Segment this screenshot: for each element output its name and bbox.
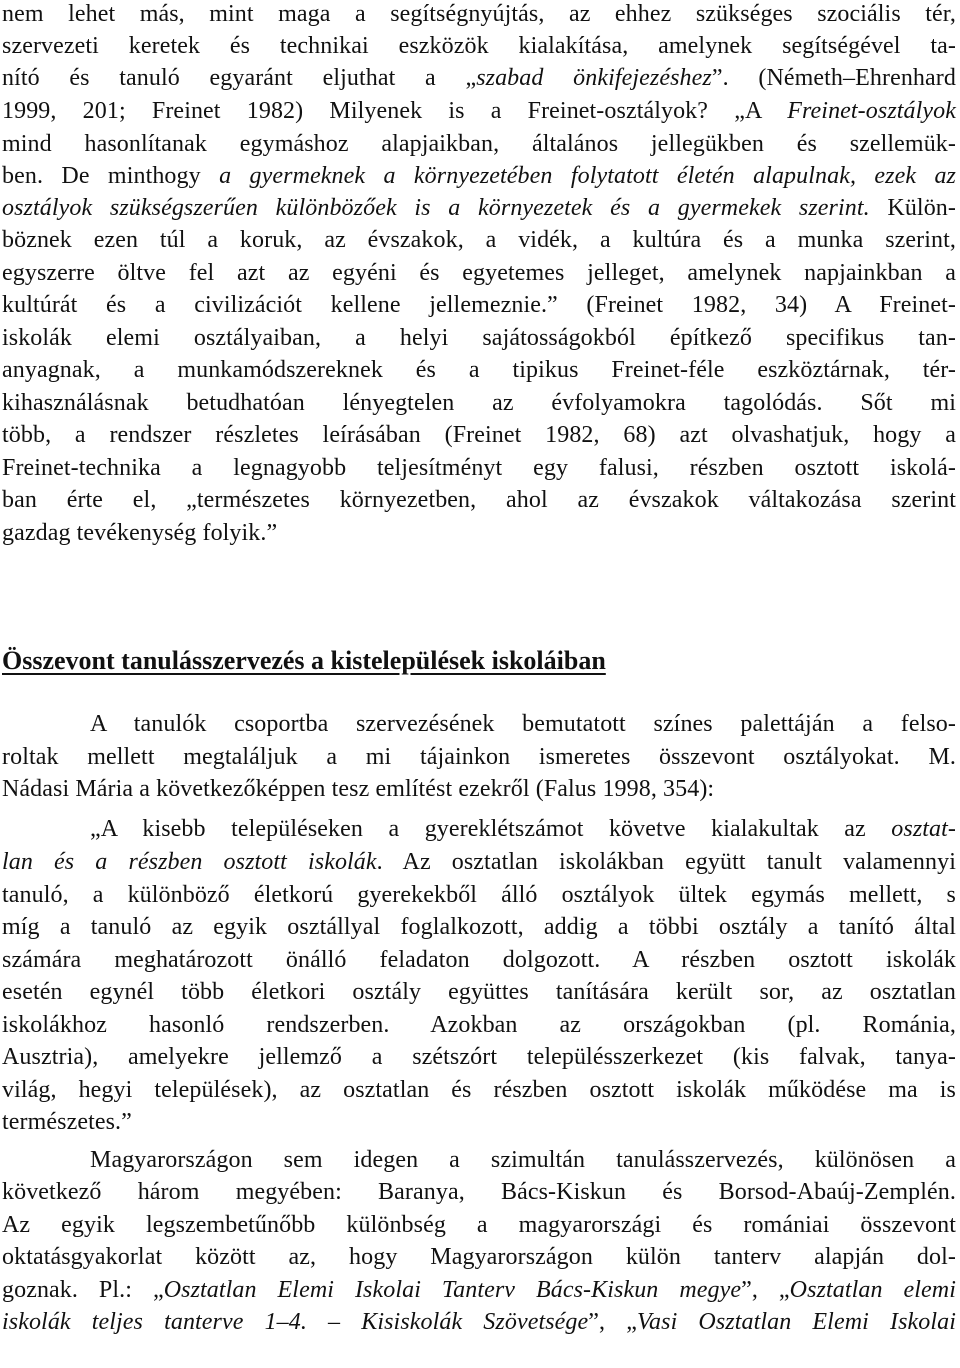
text-span: esetén egynél több életkori osztály együttes tanítására került sor, az osztatlan <box>2 979 956 1005</box>
text-span: iskolák elemi osztályaiban, a helyi sajátosságokból építkező specifikus tan- <box>2 325 956 351</box>
text-span: ”, „ <box>741 1277 790 1303</box>
text-line <box>2 324 956 353</box>
text-span: Magyarországon sem idegen a szimultán tanulásszervezés, különösen a <box>90 1147 956 1173</box>
text-span: oktatásgyakorlat között az, hogy Magyarországon külön tanterv alapján dol- <box>2 1244 956 1270</box>
text-line <box>2 1178 956 1207</box>
text-span: gazdag tevékenység folyik.” <box>2 520 278 546</box>
italic-span: szabad önkifejezéshez <box>476 65 712 91</box>
italic-span: iskolák teljes tanterve 1–4. <box>2 1309 307 1335</box>
text-span: roltak mellett megtaláljuk a mi tájainkon ismeretes összevont osztályokat. M. <box>2 744 956 770</box>
text-span: „A kisebb településeken a gyereklétszámot követve kialakultak az <box>90 816 892 842</box>
text-line <box>2 881 956 910</box>
text-span: goznak. Pl.: „ <box>2 1277 164 1303</box>
section-heading: Összevont tanulásszervezés a kistelepülések iskoláiban <box>2 646 606 675</box>
text-line <box>2 356 956 385</box>
text-span: Az egyik legszembetűnőbb különbség a magyarországi és romániai összevont <box>2 1212 956 1238</box>
text-line <box>2 848 956 877</box>
text-line <box>2 421 956 450</box>
text-line <box>2 978 956 1007</box>
text-line <box>2 1043 956 1072</box>
text-line <box>2 1243 956 1272</box>
text-span: – <box>306 1309 362 1335</box>
text-span: 1999, 201; Freinet 1982) Milyenek is a Freinet-osztályok? „A <box>2 98 788 124</box>
italic-span: Kisiskolák Szövetsége <box>361 1309 589 1335</box>
text-span: Freinet-technika a legnagyobb teljesítményt egy falusi, részben osztott iskolá- <box>2 455 956 481</box>
text-line <box>2 946 956 975</box>
text-span: mind hasonlítanak egymáshoz alapjaikban, általános jellegükben és szellemük- <box>2 131 956 157</box>
text-span: A tanulók csoportba szervezésének bemutatott színes palettáján a felso- <box>90 711 956 737</box>
text-span: kultúrát és a civilizációt kellene jellemeznie.” (Freinet 1982, 34) A Freinet- <box>2 292 956 318</box>
text-line <box>2 815 956 844</box>
text-span: következő három megyében: Baranya, Bács-Kiskun és Borsod-Abaúj-Zemplén. <box>2 1179 956 1205</box>
text-span: ban érte el, „természetes környezetben, ahol az évszakok váltakozása szerint <box>2 487 956 513</box>
italic-span: lan és a részben osztott iskolák <box>2 849 377 875</box>
text-line <box>2 1308 956 1337</box>
text-span: ben. De minthogy <box>2 163 220 189</box>
text-span: iskolákhoz hasonló rendszerben. Azokban az országokban (pl. Románia, <box>2 1012 956 1038</box>
text-span: böznek ezen túl a koruk, az évszakok, a vidék, a kultúra és a munka szerint, <box>2 227 956 253</box>
text-line <box>2 454 956 483</box>
text-line <box>2 710 956 739</box>
text-span: Ausztria), amelyekre jellemző a szétszórt településszerkezet (kis falvak, tanya- <box>2 1044 956 1070</box>
text-line <box>2 1276 956 1305</box>
text-line <box>2 259 956 288</box>
text-line <box>2 775 956 804</box>
text-span: kihasználásnak betudhatóan lényegtelen az évfolyamokra tagolódás. Sőt mi <box>2 390 956 416</box>
text-span: nító és tanuló egyaránt eljuthat a „ <box>2 65 477 91</box>
italic-span: osztat- <box>891 816 956 842</box>
text-line <box>2 519 956 548</box>
text-line <box>2 743 956 772</box>
text-span: ”. (Németh–Ehrenhard <box>711 65 956 91</box>
text-line <box>2 291 956 320</box>
italic-span: Osztatlan Elemi Iskolai Tanterv Bács-Kiskun megye <box>163 1277 742 1303</box>
text-line <box>2 32 956 61</box>
text-line <box>2 97 956 126</box>
text-span: . Az osztatlan iskolákban együtt tanult valamennyi <box>376 849 956 875</box>
text-line <box>2 1076 956 1105</box>
text-line <box>2 1108 956 1137</box>
text-line <box>2 194 956 223</box>
text-span: anyagnak, a munkamódszereknek és a tipikus Freinet-féle eszköztárnak, tér- <box>2 357 956 383</box>
text-span: természetes.” <box>2 1109 132 1135</box>
text-span: világ, hegyi települések), az osztatlan és részben osztott iskolák működése ma is <box>2 1077 956 1103</box>
text-line <box>2 1211 956 1240</box>
text-span: számára meghatározott önálló feladaton dolgozott. A részben osztott iskolák <box>2 947 956 973</box>
text-line <box>2 1011 956 1040</box>
italic-span: Osztatlan elemi <box>789 1277 956 1303</box>
text-line <box>2 486 956 515</box>
text-span: szervezeti keretek és technikai eszközök kialakítása, amelynek segítségével ta- <box>2 33 956 59</box>
italic-span: osztályok szükségszerűen különbözőek is a környezetek és a gyermekek szerint. <box>2 195 870 221</box>
text-line <box>2 913 956 942</box>
text-span: egyszerre öltve fel azt az egyéni és egyetemes jelleget, amelynek napjainkban a <box>2 260 956 286</box>
italic-span: Freinet-osztályok <box>787 98 956 124</box>
text-span: nem lehet más, mint maga a segítségnyújtás, az ehhez szükséges szociális tér, <box>2 1 956 27</box>
text-span: Nádasi Mária a következőképpen tesz említést ezekről (Falus 1998, 354): <box>2 776 715 802</box>
text-line <box>2 389 956 418</box>
text-span: ”, „ <box>588 1309 637 1335</box>
italic-span: Vasi Osztatlan Elemi Iskolai <box>636 1309 956 1335</box>
text-span: Külön- <box>869 195 956 221</box>
text-span: míg a tanuló az egyik osztállyal foglalkozott, addig a többi osztály a tanító által <box>2 914 956 940</box>
text-line <box>2 1146 956 1175</box>
text-span: több, a rendszer részletes leírásában (Freinet 1982, 68) azt olvashatjuk, hogy a <box>2 422 956 448</box>
text-line <box>2 64 956 93</box>
text-span: tanuló, a különböző életkorú gyerekekből álló osztályok ültek egymás mellett, s <box>2 882 956 908</box>
text-line <box>2 226 956 255</box>
italic-span: a gyermeknek a környezetében folytatott életén alapulnak, ezek az <box>219 163 956 189</box>
text-line <box>2 130 956 159</box>
text-line <box>2 0 956 29</box>
text-line <box>2 162 956 191</box>
